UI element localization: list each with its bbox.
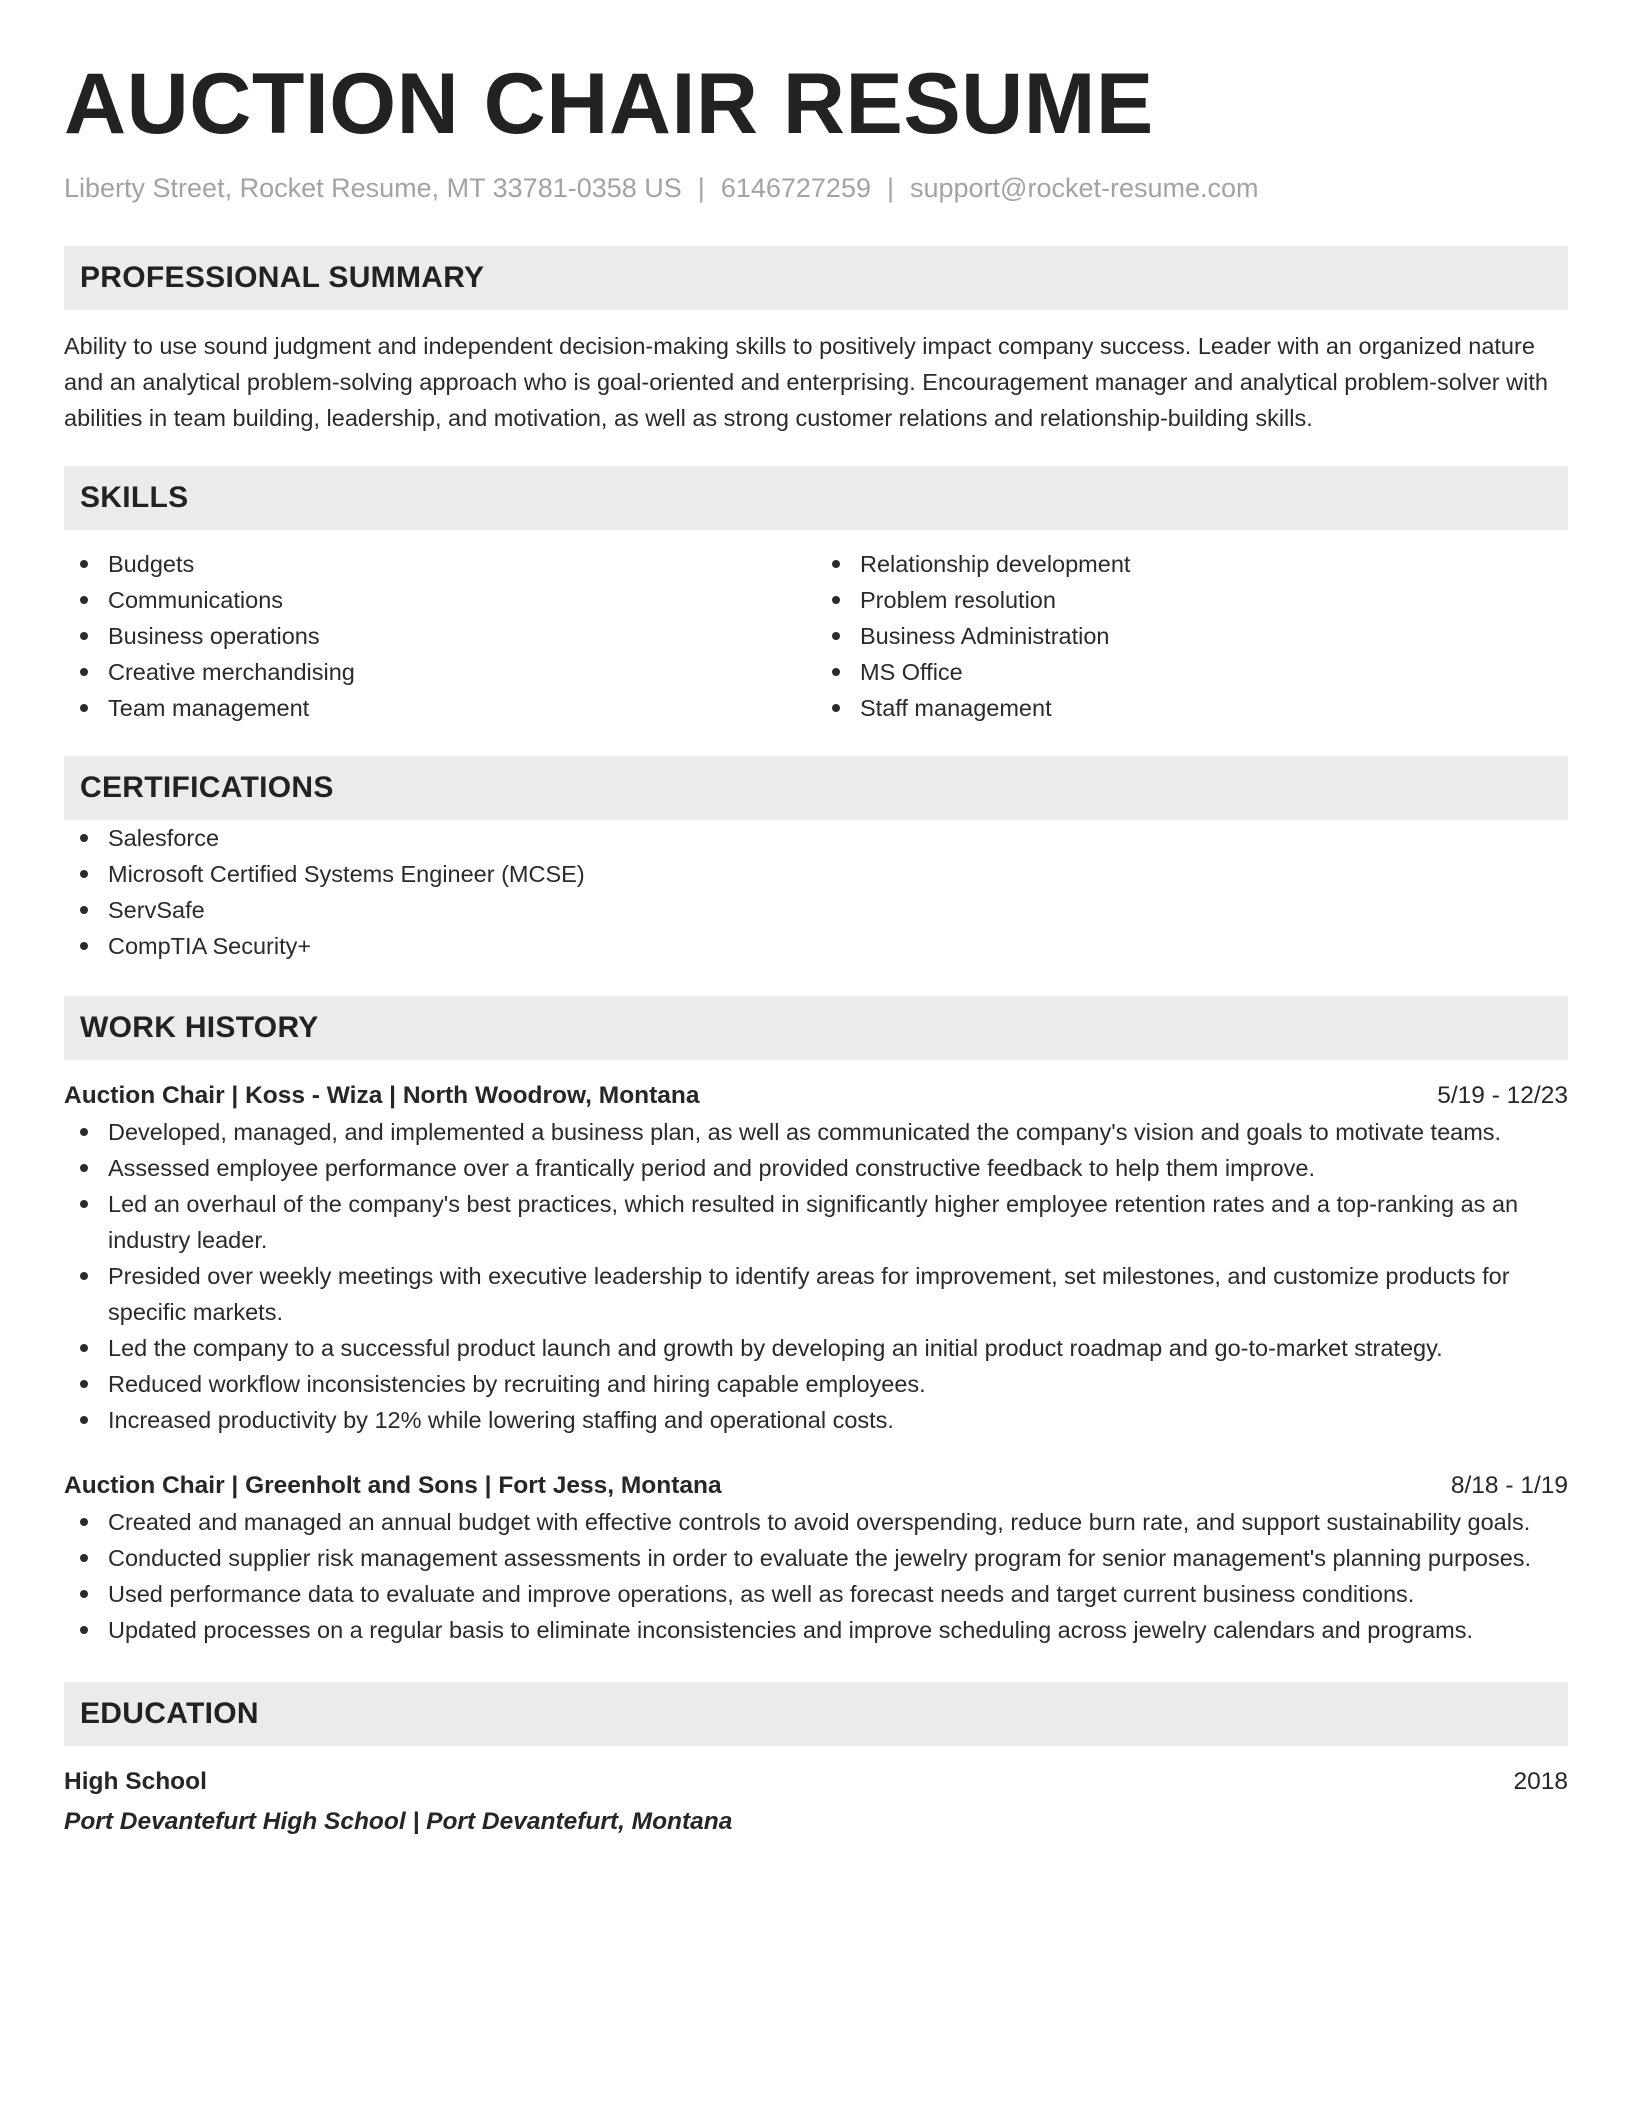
skill-item: Creative merchandising bbox=[64, 654, 816, 690]
resume-title: AUCTION CHAIR RESUME bbox=[64, 56, 1154, 152]
job-title: Auction Chair | Koss - Wiza | North Woodrow, Montana bbox=[64, 1082, 700, 1109]
section-heading-summary: PROFESSIONAL SUMMARY bbox=[64, 246, 1568, 310]
skill-item: Problem resolution bbox=[816, 582, 1568, 618]
job-bullet: Increased productivity by 12% while lowering staffing and operational costs. bbox=[64, 1402, 1568, 1438]
certification-item: ServSafe bbox=[64, 892, 1568, 928]
summary-text: Ability to use sound judgment and independent decision-making skills to positively impact company success. Leader with an organized nature and an analytical problem-solving approach who is goal-oriented and enterprising. Encouragement manager and analytical problem-solver with abilities in team building, leadership, and motivation, as well as strong customer relations and relationship-building skills. bbox=[64, 333, 1548, 431]
contact-address: Liberty Street, Rocket Resume, MT 33781-0358 US bbox=[64, 173, 682, 203]
job-bullet: Assessed employee performance over a frantically period and provided constructive feedback to help them improve. bbox=[64, 1150, 1568, 1186]
skill-item: Communications bbox=[64, 582, 816, 618]
job-bullet: Created and managed an annual budget with effective controls to avoid overspending, reduce burn rate, and support sustainability goals. bbox=[64, 1504, 1568, 1540]
certifications-list bbox=[64, 820, 1568, 964]
skill-item: MS Office bbox=[816, 654, 1568, 690]
job-bullet: Led the company to a successful product launch and growth by developing an initial product roadmap and go-to-market strategy. bbox=[64, 1330, 1568, 1366]
skill-item: Budgets bbox=[64, 546, 816, 582]
skill-item: Business operations bbox=[64, 618, 816, 654]
job-title: Auction Chair | Greenholt and Sons | Fort Jess, Montana bbox=[64, 1472, 722, 1499]
education-year: 2018 bbox=[1513, 1768, 1568, 1795]
job-entry bbox=[64, 1468, 1568, 1648]
job-bullet: Developed, managed, and implemented a business plan, as well as communicated the company's vision and goals to motivate teams. bbox=[64, 1114, 1568, 1150]
job-bullet: Presided over weekly meetings with executive leadership to identify areas for improvement, set milestones, and customize products for specific markets. bbox=[64, 1258, 1568, 1330]
contact-separator: | bbox=[697, 173, 705, 203]
certification-item: CompTIA Security+ bbox=[64, 928, 1568, 964]
job-bullet: Updated processes on a regular basis to eliminate inconsistencies and improve scheduling across jewelry calendars and programs. bbox=[64, 1612, 1568, 1648]
certification-item: Salesforce bbox=[64, 820, 1568, 856]
job-bullet: Conducted supplier risk management assessments in order to evaluate the jewelry program for senior management's planning purposes. bbox=[64, 1540, 1568, 1576]
contact-phone: 6146727259 bbox=[720, 173, 871, 203]
job-dates: 5/19 - 12/23 bbox=[1437, 1082, 1568, 1109]
job-dates: 8/18 - 1/19 bbox=[1450, 1472, 1568, 1499]
education-header bbox=[64, 1764, 1568, 1800]
skill-item: Relationship development bbox=[816, 546, 1568, 582]
section-heading-skills: SKILLS bbox=[64, 466, 1568, 530]
skill-item: Business Administration bbox=[816, 618, 1568, 654]
job-header bbox=[64, 1078, 1568, 1114]
contact-line bbox=[64, 170, 1568, 206]
section-heading-education: EDUCATION bbox=[64, 1682, 1568, 1746]
certification-item: Microsoft Certified Systems Engineer (MCSE) bbox=[64, 856, 1568, 892]
resume-page bbox=[64, 58, 1568, 1840]
skill-item: Team management bbox=[64, 690, 816, 726]
job-bullet: Reduced workflow inconsistencies by recruiting and hiring capable employees. bbox=[64, 1366, 1568, 1402]
education-degree: High School bbox=[64, 1768, 207, 1795]
section-heading-work-history: WORK HISTORY bbox=[64, 996, 1568, 1060]
section-heading-certifications: CERTIFICATIONS bbox=[64, 756, 1568, 820]
job-bullets bbox=[64, 1504, 1568, 1648]
skills-column-right bbox=[816, 546, 1568, 726]
job-entry bbox=[64, 1078, 1568, 1438]
job-bullet: Led an overhaul of the company's best practices, which resulted in significantly higher employee retention rates and a top-ranking as an industry leader. bbox=[64, 1186, 1568, 1258]
job-bullet: Used performance data to evaluate and improve operations, as well as forecast needs and target current business conditions. bbox=[64, 1576, 1568, 1612]
skill-item: Staff management bbox=[816, 690, 1568, 726]
job-bullets bbox=[64, 1114, 1568, 1438]
job-header bbox=[64, 1468, 1568, 1504]
contact-separator: | bbox=[886, 173, 894, 203]
education-school: Port Devantefurt High School | Port Devantefurt, Montana bbox=[64, 1808, 733, 1835]
skills-list bbox=[64, 546, 1568, 726]
skills-column-left bbox=[64, 546, 816, 726]
contact-email: support@rocket-resume.com bbox=[910, 173, 1259, 203]
